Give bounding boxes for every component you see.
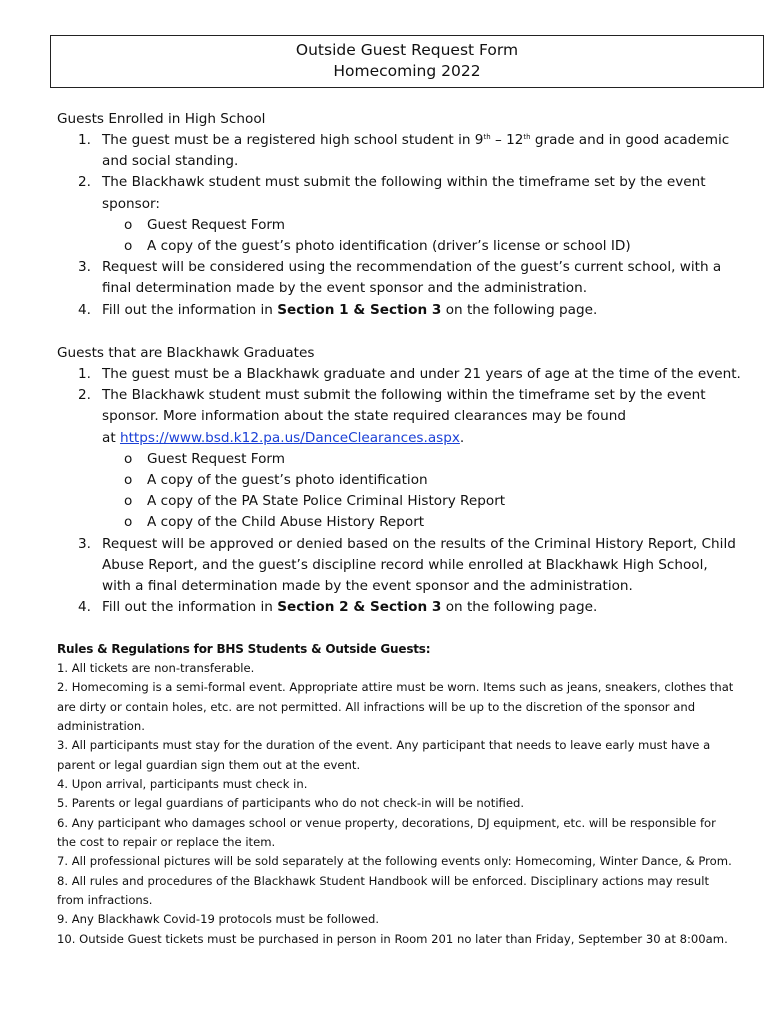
list-item bbox=[57, 257, 737, 299]
item-text: The Blackhawk student must submit the following within the timeframe set by the event sponsor: bbox=[102, 174, 706, 212]
rule-item: 8. All rules and procedures of the Blackhawk Student Handbook will be enforced. Disciplinary actions may result from infractions. bbox=[57, 873, 710, 908]
form-subtitle: Homecoming 2022 bbox=[333, 62, 481, 80]
item-number: 1. bbox=[78, 366, 91, 382]
section-graduates bbox=[57, 343, 741, 618]
bullet-text: A copy of the Child Abuse History Report bbox=[147, 514, 425, 531]
rule-item: 10. Outside Guest tickets must be purchased in person in Room 201 no later than Friday, September 30 at 8:00am. bbox=[57, 931, 728, 946]
bullet-item bbox=[102, 236, 737, 257]
item-number: 1. bbox=[78, 132, 91, 148]
item-text: Request will be considered using the recommendation of the guest’s current school, with a final determination made by the event sponsor and the administration. bbox=[102, 259, 722, 297]
bullet-list bbox=[102, 449, 737, 534]
bullet-text: A copy of the PA State Police Criminal History Report bbox=[147, 493, 506, 510]
section-high-school bbox=[57, 109, 737, 321]
bullet-marker: o bbox=[124, 450, 133, 467]
list-item bbox=[57, 385, 737, 449]
rules-section bbox=[57, 640, 737, 949]
item-number: 4. bbox=[78, 301, 91, 318]
superscript: th bbox=[523, 133, 531, 141]
rule-item: 4. Upon arrival, participants must check in. bbox=[57, 777, 308, 792]
numbered-list bbox=[57, 364, 741, 449]
item-number: 2. bbox=[78, 387, 91, 404]
numbered-list bbox=[57, 130, 737, 215]
bold-sections: Section 2 & Section 3 bbox=[277, 599, 442, 616]
bullet-marker: o bbox=[124, 472, 133, 489]
form-title: Outside Guest Request Form bbox=[295, 41, 519, 59]
bullet-marker: o bbox=[124, 216, 133, 233]
numbered-list-continued bbox=[57, 257, 737, 321]
bullet-list bbox=[102, 215, 737, 257]
dance-clearances-link[interactable]: https://www.bsd.k12.pa.us/DanceClearances.aspx bbox=[119, 429, 460, 446]
bullet-item bbox=[102, 512, 737, 533]
superscript: th bbox=[483, 133, 491, 141]
list-item bbox=[57, 300, 737, 321]
bullet-item bbox=[102, 449, 737, 470]
bullet-text: Guest Request Form bbox=[147, 450, 286, 467]
item-text-line: The Blackhawk student must submit the following within the timeframe set by the event bbox=[102, 387, 706, 404]
item-text: Fill out the information in Section 1 & Section 3 on the following page. bbox=[102, 301, 598, 318]
rule-item: 1. All tickets are non-transferable. bbox=[57, 661, 255, 675]
bullet-marker: o bbox=[124, 238, 133, 255]
rule-item: 6. Any participant who damages school or venue property, decorations, DJ equipment, etc. will be responsible for the cost to repair or replace the item. bbox=[57, 815, 716, 850]
list-item bbox=[57, 130, 737, 172]
item-number: 4. bbox=[78, 599, 91, 616]
rule-item: 2. Homecoming is a semi-formal event. Appropriate attire must be worn. Items such as jeans, sneakers, clothes that are dirty or contain holes, etc. are not permitted. All infractions will be up to the discretion of the sponsor and administration. bbox=[57, 680, 734, 734]
numbered-list-continued bbox=[57, 534, 737, 619]
bullet-text: A copy of the guest’s photo identification (driver’s license or school ID) bbox=[147, 238, 631, 255]
item-number: 3. bbox=[78, 535, 91, 552]
list-item bbox=[57, 534, 737, 598]
list-item bbox=[57, 172, 737, 214]
list-item bbox=[57, 597, 737, 618]
bullet-item bbox=[102, 470, 737, 491]
bullet-text: A copy of the guest’s photo identification bbox=[147, 472, 428, 489]
item-text: Request will be approved or denied based on the results of the Criminal History Report, Child Abuse Report, and the guest’s discipline record while enrolled at Blackhawk High School, with a final determination made by the event sponsor and the administration. bbox=[102, 535, 736, 595]
item-text: Fill out the information in Section 2 & Section 3 on the following page. bbox=[102, 599, 598, 616]
item-number: 3. bbox=[78, 259, 91, 276]
rule-item: 3. All participants must stay for the duration of the event. Any participant that needs to leave early must have a parent or legal guardian sign them out at the event. bbox=[57, 738, 711, 772]
section-heading: Guests that are Blackhawk Graduates bbox=[57, 345, 315, 361]
bullet-text: Guest Request Form bbox=[147, 216, 286, 233]
bullet-item bbox=[102, 491, 737, 512]
bullet-marker: o bbox=[124, 514, 133, 531]
bullet-marker: o bbox=[124, 493, 133, 510]
bold-sections: Section 1 & Section 3 bbox=[277, 301, 442, 318]
item-text-line: sponsor. More information about the state required clearances may be found bbox=[102, 408, 626, 425]
section-heading: Guests Enrolled in High School bbox=[57, 111, 266, 127]
item-text: The guest must be a registered high school student in 9th – 12th grade and in good academic and social standing. bbox=[102, 132, 730, 170]
bullet-item bbox=[102, 215, 737, 236]
title-box bbox=[50, 35, 764, 88]
item-number: 2. bbox=[78, 174, 91, 191]
item-text-line: at https://www.bsd.k12.pa.us/DanceClearances.aspx. bbox=[102, 429, 465, 446]
item-text: The guest must be a Blackhawk graduate and under 21 years of age at the time of the event. bbox=[102, 366, 741, 382]
rule-item: 9. Any Blackhawk Covid-19 protocols must be followed. bbox=[57, 912, 380, 927]
list-item bbox=[57, 364, 741, 385]
rule-item: 5. Parents or legal guardians of participants who do not check-in will be notified. bbox=[57, 796, 525, 811]
rule-item: 7. All professional pictures will be sold separately at the following events only: Homecoming, Winter Dance, & Prom. bbox=[57, 854, 732, 869]
rules-heading: Rules & Regulations for BHS Students & Outside Guests: bbox=[57, 642, 431, 656]
